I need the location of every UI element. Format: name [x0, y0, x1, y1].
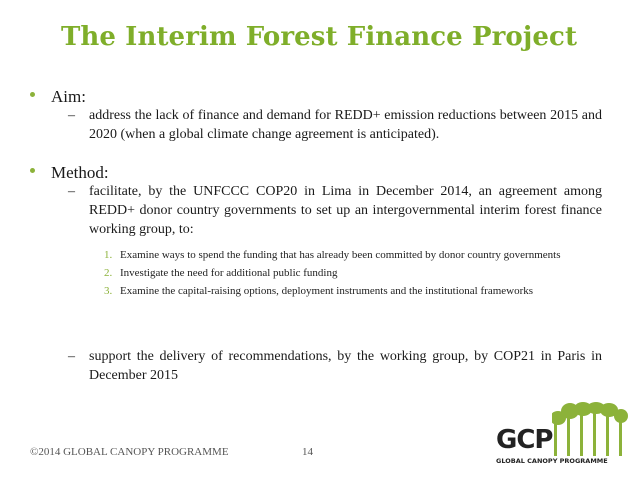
- aim-item-text: address the lack of finance and demand for REDD+ emission reductions between 2015 and 2020 (when a global climate change agreement is anticipated).: [89, 108, 602, 142]
- list-number: 1.: [104, 249, 113, 261]
- tree-canopy-icon: [552, 402, 628, 456]
- copyright-text: ©2014 GLOBAL CANOPY PROGRAMME: [30, 446, 229, 458]
- bullet-dot-icon: [30, 92, 35, 97]
- gcp-logo: [496, 402, 628, 472]
- method-label: Method:: [51, 163, 109, 182]
- aim-label: Aim:: [51, 87, 86, 106]
- method-item: [68, 182, 602, 239]
- page-number: 14: [302, 446, 313, 458]
- list-item-text: Examine the capital-raising options, deployment instruments and the institutional frameworks: [120, 285, 534, 297]
- aim-item: [68, 106, 602, 144]
- bullet-dot-icon: [30, 168, 35, 173]
- list-number: 2.: [104, 267, 113, 279]
- method-item-text: support the delivery of recommendations, by the working group, by COP21 in Paris in December 2015: [89, 349, 602, 383]
- list-item: [104, 284, 598, 299]
- logo-abbr: GCP: [496, 425, 553, 455]
- list-number: 3.: [104, 285, 113, 297]
- slide-title: The Interim Forest Finance Project: [60, 22, 578, 52]
- method-item: [68, 347, 602, 385]
- method-item-text: facilitate, by the UNFCCC COP20 in Lima in December 2014, an agreement among REDD+ donor country governments to set up an intergovernmental interim forest finance working group, to:: [89, 184, 602, 237]
- logo-name: GLOBAL CANOPY PROGRAMME: [496, 457, 608, 465]
- dash-icon: –: [68, 349, 75, 364]
- list-item: [104, 248, 598, 263]
- list-item-text: Examine ways to spend the funding that has already been committed by donor country governments: [120, 249, 561, 261]
- list-item-text: Investigate the need for additional public funding: [120, 267, 338, 279]
- list-item: [104, 266, 598, 281]
- dash-icon: –: [68, 108, 75, 123]
- numbered-list: [104, 248, 598, 302]
- dash-icon: –: [68, 184, 75, 199]
